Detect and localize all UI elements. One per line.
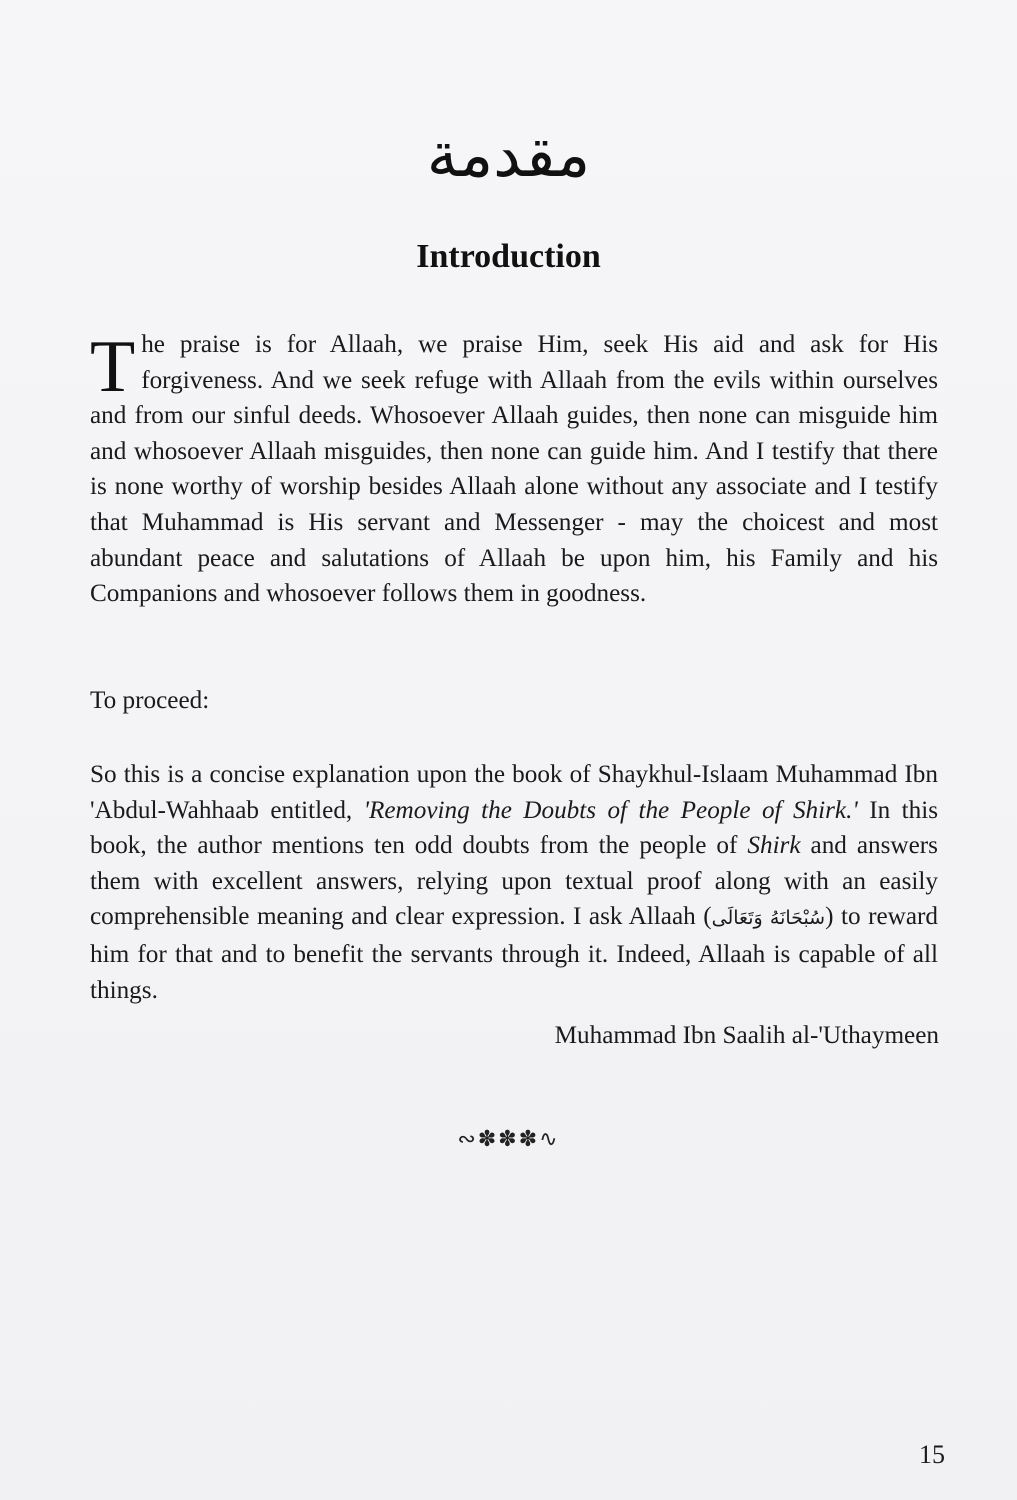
book-title: 'Removing the Doubts of the People of Shirk.' bbox=[363, 796, 858, 824]
author-signature: Muhammad Ibn Saalih al-'Uthaymeen bbox=[554, 1022, 939, 1049]
explanation-text-3: and answers them with excellent answers, relying upon textual proof along with an easily comprehensible meaning and clear expression. I ask Allaah ( bbox=[90, 832, 938, 931]
paragraph-to-proceed: To proceed: bbox=[90, 687, 210, 714]
paragraph-opening bbox=[90, 327, 938, 612]
explanation-text-4: ) to reward him for that and to benefit the servants through it. Indeed, Allaah is capable of all things. bbox=[90, 903, 939, 1004]
drop-cap: T bbox=[90, 326, 136, 408]
paragraph-opening-text: he praise is for Allaah, we praise Him, seek His aid and ask for His forgiveness. And we seek refuge with Allaah from the evils within ourselves and from our sinful deeds. Whosoever Allaah guides, then none can misguide him and whosoever Allaah misguides, then none can guide him. And I testify that there is none worthy of worship besides Allaah alone without any associate and I testify that Muhammad is His servant and Messenger - may the choicest and most abundant peace and salutations of Allaah be upon him, his Family and his Companions and whosoever follows them in goodness. bbox=[90, 331, 938, 608]
section-divider-ornament: ∾✽✽✽∿ bbox=[457, 1127, 560, 1152]
explanation-text-1: So this is a concise explanation upon the book of Shaykhul-Islaam Muhammad Ibn 'Abdul-Wahhaab entitled, bbox=[90, 761, 938, 824]
arabic-glorification-phrase: سُبْحَانَهُ وَتَعَالَى bbox=[711, 907, 826, 930]
shirk-term: Shirk bbox=[747, 832, 801, 860]
paragraph-explanation bbox=[90, 757, 938, 1008]
chapter-heading: Introduction bbox=[416, 238, 601, 275]
page-number: 15 bbox=[919, 1440, 945, 1469]
explanation-text-2: In this book, the author mentions ten odd doubts from the people of bbox=[90, 796, 938, 860]
arabic-title: مقدمة bbox=[426, 118, 591, 191]
